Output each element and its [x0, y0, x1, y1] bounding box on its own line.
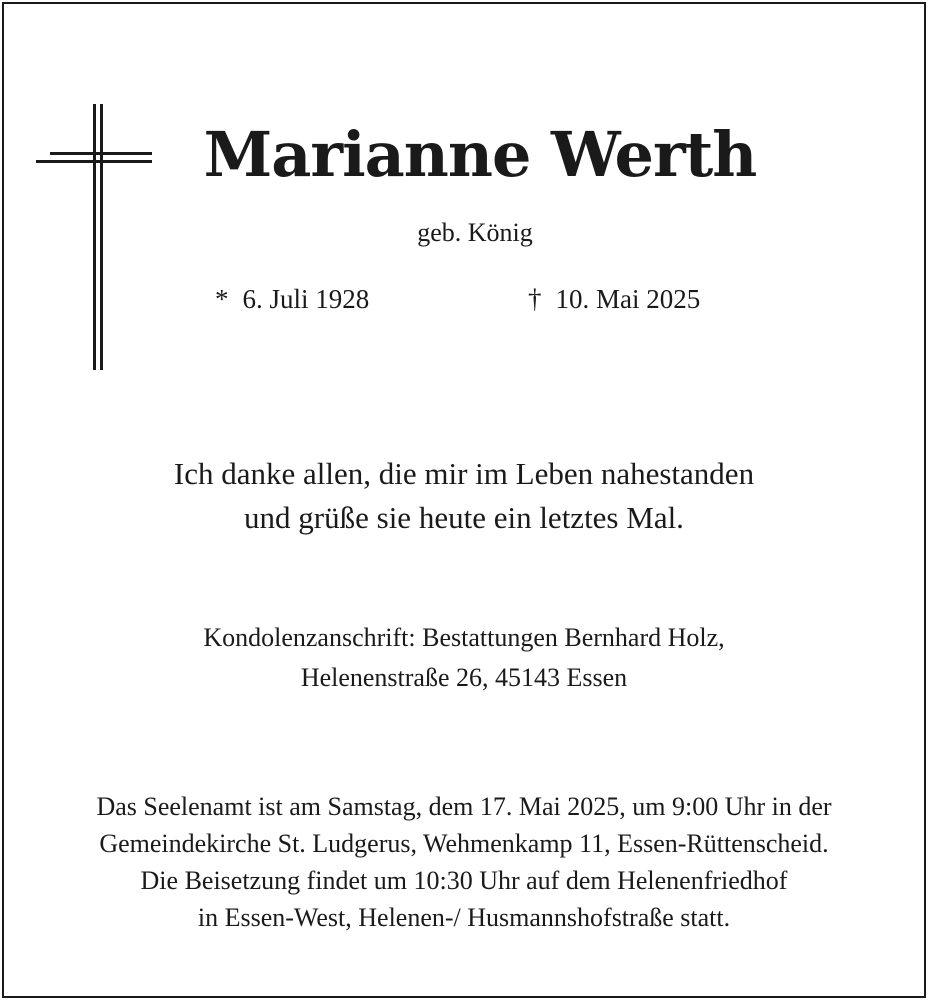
birth-date: 6. Juli 1928: [242, 284, 370, 314]
service-line: Das Seelenamt ist am Samstag, dem 17. Mai 2025, um 9:00 Uhr in der: [96, 792, 832, 821]
address-line: Helenenstraße 26, 45143 Essen: [300, 663, 628, 692]
birth-name: geb. König: [417, 218, 533, 247]
deceased-name: Marianne Werth: [203, 118, 757, 191]
quote-line: und grüße sie heute ein letztes Mal.: [244, 500, 684, 535]
farewell-quote: [0, 452, 928, 540]
service-details: [0, 788, 928, 936]
condolence-address: [0, 618, 928, 698]
birth-star-icon: *: [215, 284, 229, 314]
service-line: Gemeindekirche St. Ludgerus, Wehmenkamp 11, Essen-Rüttenscheid.: [99, 829, 829, 858]
death-date: 10. Mai 2025: [555, 284, 701, 314]
address-line: Kondolenzanschrift: Bestattungen Bernhard Holz,: [203, 623, 725, 652]
quote-line: Ich danke allen, die mir im Leben nahestanden: [173, 456, 755, 491]
death-dagger-icon: †: [528, 284, 542, 314]
service-line: in Essen-West, Helenen-/ Husmannshofstraße statt.: [197, 903, 731, 932]
service-line: Die Beisetzung findet um 10:30 Uhr auf dem Helenenfriedhof: [140, 866, 788, 895]
death-date-line: [528, 284, 700, 315]
cross-icon: [36, 104, 156, 370]
birth-date-line: [215, 284, 369, 315]
